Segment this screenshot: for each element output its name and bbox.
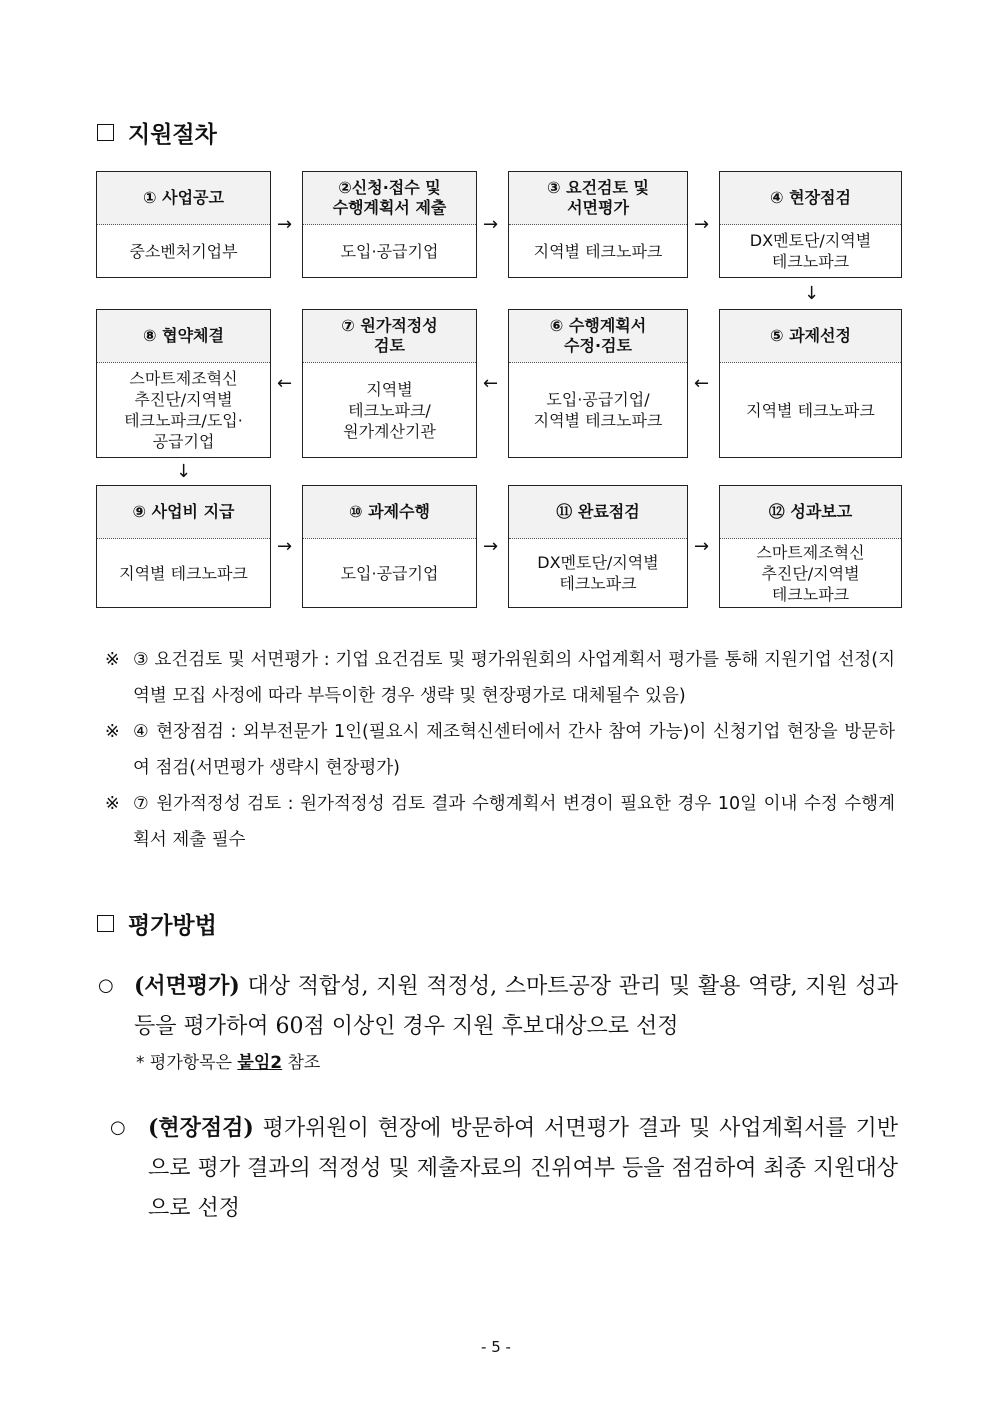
- attachment-reference: 붙임2: [237, 1053, 283, 1073]
- flow-step-head: ⑦ 원가적정성 검토: [303, 310, 476, 363]
- flow-step-body: 스마트제조혁신 추진단/지역별 테크노파크: [756, 542, 865, 604]
- reference-mark-icon: ※: [105, 650, 120, 670]
- flow-step-body: 지역별 테크노파크: [119, 563, 248, 583]
- flow-step-head: ⑫ 성과보고: [720, 486, 901, 539]
- flow-step-4: [719, 171, 902, 278]
- flow-step-6: [508, 309, 688, 458]
- arrow-right-icon: →: [483, 536, 499, 557]
- arrow-down-icon: ↓: [176, 461, 192, 482]
- note-requirement-review: [105, 642, 895, 714]
- section-heading-procedure: [97, 116, 217, 149]
- flow-step-10: [302, 485, 477, 608]
- flow-step-head: ⑤ 과제선정: [720, 310, 901, 363]
- reference-mark-icon: ※: [105, 794, 120, 814]
- note-text: ④ 현장점검 : 외부전문가 1인(필요시 제조혁신센터에서 간사 참여 가능)이 신청기업 현장을 방문하여 점검(서면평가 생략시 현장평가): [133, 722, 895, 778]
- arrow-down-icon: ↓: [804, 283, 820, 304]
- note-text: ⑦ 원가적정성 검토 : 원가적정성 검토 결과 수행계획서 변경이 필요한 경우 10일 이내 수정 수행계획서 제출 필수: [133, 794, 895, 850]
- eval-label: (서면평가): [134, 973, 240, 999]
- flow-step-head: ⑩ 과제수행: [303, 486, 476, 539]
- circle-bullet-icon: ○: [98, 975, 114, 996]
- circle-bullet-icon: ○: [110, 1117, 126, 1138]
- checkbox-square-icon: [97, 915, 114, 932]
- flow-step-head: ③ 요건검토 및 서면평가: [509, 172, 687, 225]
- eval-text: 대상 적합성, 지원 적정성, 스마트공장 관리 및 활용 역량, 지원 성과 등을 평가하여 60점 이상인 경우 지원 후보대상으로 선정: [134, 974, 898, 1039]
- flow-step-head: ④ 현장점검: [720, 172, 901, 225]
- flow-step-head: ⑨ 사업비 지급: [97, 486, 270, 539]
- flow-step-11: [508, 485, 688, 608]
- flow-step-12: [719, 485, 902, 608]
- reference-mark-icon: ※: [105, 722, 120, 742]
- eval-items-note: [136, 1048, 320, 1073]
- flow-step-5: [719, 309, 902, 458]
- flow-step-body: 지역별 테크노파크: [746, 400, 875, 420]
- flow-step-2: [302, 171, 477, 278]
- flow-step-head: ① 사업공고: [97, 172, 270, 225]
- arrow-right-icon: →: [277, 536, 293, 557]
- note-site-inspection: [105, 714, 895, 786]
- arrow-left-icon: ←: [483, 373, 499, 394]
- flow-step-1: [96, 171, 271, 278]
- flow-step-body: 도입·공급기업: [340, 241, 439, 261]
- flow-step-body: 도입·공급기업/ 지역별 테크노파크: [533, 390, 663, 430]
- flow-step-body: 지역별 테크노파크: [533, 241, 663, 261]
- flow-step-9: [96, 485, 271, 608]
- page-number: - 5 -: [481, 1338, 511, 1356]
- eval-label: (현장점검): [148, 1115, 254, 1141]
- section-title: 평가방법: [128, 913, 217, 939]
- arrow-left-icon: ←: [694, 373, 710, 394]
- flow-step-body: 중소벤처기업부: [129, 241, 238, 261]
- subnote-suffix: 참조: [282, 1053, 321, 1073]
- flow-step-head: ⑥ 수행계획서 수정·검토: [509, 310, 687, 363]
- flow-step-8: [96, 309, 271, 458]
- flow-step-body: DX멘토단/지역별 테크노파크: [749, 231, 872, 271]
- flow-step-body: DX멘토단/지역별 테크노파크: [537, 553, 659, 593]
- flow-step-body: 스마트제조혁신 추진단/지역별 테크노파크/도입· 공급기업: [124, 369, 243, 451]
- flow-step-7: [302, 309, 477, 458]
- flow-step-3: [508, 171, 688, 278]
- arrow-right-icon: →: [483, 214, 499, 235]
- note-text: ③ 요건검토 및 서면평가 : 기업 요건검토 및 평가위원회의 사업계획서 평가를 통해 지원기업 선정(지역별 모집 사정에 따라 부득이한 경우 생략 및 현장평가로 대체될수 있음): [133, 650, 895, 706]
- arrow-right-icon: →: [694, 536, 710, 557]
- eval-site-inspection: [110, 1108, 898, 1229]
- subnote-prefix: * 평가항목은: [136, 1053, 238, 1073]
- checkbox-square-icon: [97, 124, 114, 141]
- eval-text: 평가위원이 현장에 방문하여 서면평가 결과 및 사업계획서를 기반으로 평가 결과의 적정성 및 제출자료의 진위여부 등을 점검하여 최종 지원대상으로 선정: [148, 1116, 898, 1221]
- flow-step-head: ⑪ 완료점검: [509, 486, 687, 539]
- flow-step-body: 도입·공급기업: [340, 563, 439, 583]
- arrow-right-icon: →: [277, 214, 293, 235]
- flow-step-body: 지역별 테크노파크/ 원가계산기관: [343, 379, 436, 441]
- arrow-right-icon: →: [694, 214, 710, 235]
- section-heading-evaluation: [97, 907, 217, 940]
- section-title: 지원절차: [128, 122, 217, 148]
- flow-step-head: ②신청·접수 및 수행계획서 제출: [303, 172, 476, 225]
- arrow-left-icon: ←: [277, 373, 293, 394]
- eval-document-review: [98, 966, 898, 1047]
- flow-step-head: ⑧ 협약체결: [97, 310, 270, 363]
- note-cost-review: [105, 786, 895, 858]
